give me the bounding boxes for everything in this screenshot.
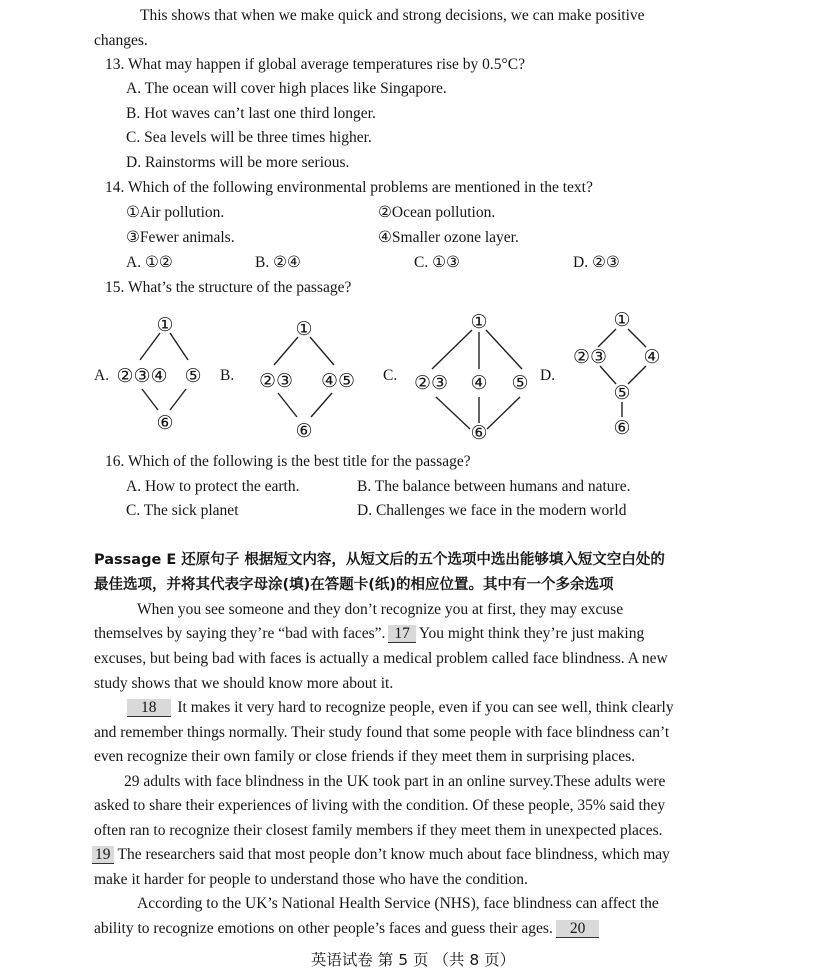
q16-option-c[interactable]: C. The sick planet	[126, 502, 239, 519]
paragraph-3-line-2: asked to share their experiences of living with the condition. Of these people, 35% said they	[94, 797, 666, 814]
diagram-a-node-234: ②③④	[116, 366, 168, 387]
diagram-d-node-4: ④	[643, 347, 661, 368]
paragraph-1-text-b: You might think they’re just making	[418, 625, 645, 642]
paragraph-1-text-a: themselves by saying they’re “bad with faces”.	[94, 625, 386, 642]
q16-option-a[interactable]: A. How to protect the earth.	[126, 478, 300, 495]
q16-option-d[interactable]: D. Challenges we face in the modern world	[357, 502, 627, 519]
paragraph-3-text-b: The researchers said that most people don’t know much about face blindness, which may	[117, 846, 670, 863]
q14-option-b[interactable]: B. ②④	[255, 254, 301, 271]
diagram-a-node-1: ①	[156, 315, 174, 336]
diagram-c-node-6: ⑥	[470, 423, 488, 444]
q13-option-b[interactable]: B. Hot waves can’t last one third longer.	[126, 105, 376, 122]
diagram-d-node-1: ①	[613, 310, 631, 331]
q15-option-d[interactable]: D.	[540, 367, 556, 384]
diagram-b-node-6: ⑥	[295, 421, 313, 442]
diagram-c-node-23: ②③	[413, 373, 449, 394]
q15-option-a[interactable]: A.	[94, 367, 110, 384]
paragraph-4-line-1: According to the UK’s National Health Service (NHS), face blindness can affect the	[137, 895, 659, 912]
paragraph-1-line-3: excuses, but being bad with faces is actually a medical problem called face blindness. A new	[94, 650, 668, 667]
diagram-d-node-23: ②③	[572, 347, 608, 368]
paragraph-1-line-1: When you see someone and they don’t recognize you at first, they may excuse	[137, 601, 624, 618]
paragraph-3-line-4	[92, 845, 670, 865]
question-16-stem: 16. Which of the following is the best title for the passage?	[105, 453, 471, 470]
diagram-b-node-23: ②③	[258, 371, 294, 392]
paragraph-1-line-2	[94, 624, 644, 644]
paragraph-3-line-5: make it harder for people to understand those who have the condition.	[94, 871, 528, 888]
q14-item-3: ③Fewer animals.	[126, 229, 235, 246]
q15-option-b[interactable]: B.	[220, 367, 235, 384]
paragraph-3-line-3: often ran to recognize their closest family members if they meet them in unexpected places.	[94, 822, 663, 839]
q13-option-c[interactable]: C. Sea levels will be three times higher.	[126, 129, 372, 146]
paragraph-4-line-2	[94, 919, 602, 939]
paragraph-2-line-2: and remember things normally. Their study found that some people with face blindness can’t	[94, 724, 670, 741]
blank-18[interactable]: 18	[127, 699, 171, 717]
passage-e-heading-1: Passage E 还原句子 根据短文内容，从短文后的五个选项中选出能够填入短文空白处的	[94, 552, 665, 568]
paragraph-2-line-1	[124, 698, 674, 718]
question-14-stem: 14. Which of the following environmental problems are mentioned in the text?	[105, 179, 593, 196]
passage-e-heading-2: 最佳选项，并将其代表字母涂(填)在答题卡(纸)的相应位置。其中有一个多余选项	[94, 577, 614, 593]
blank-17[interactable]: 17	[388, 625, 416, 643]
diagram-c-node-5: ⑤	[511, 373, 529, 394]
diagram-c-node-1: ①	[470, 312, 488, 333]
diagram-d-node-5: ⑤	[613, 383, 631, 404]
intro-line-2: changes.	[94, 32, 148, 49]
q14-item-4: ④Smaller ozone layer.	[378, 229, 519, 246]
blank-19[interactable]: 19	[92, 846, 114, 864]
diagram-b-node-45: ④⑤	[320, 371, 356, 392]
paragraph-3-line-1: 29 adults with face blindness in the UK took part in an online survey.These adults were	[124, 773, 666, 790]
question-15-stem: 15. What’s the structure of the passage?	[105, 279, 352, 296]
intro-line-1: This shows that when we make quick and strong decisions, we can make positive	[140, 7, 645, 24]
q14-option-a[interactable]: A. ①②	[126, 254, 173, 271]
blank-20[interactable]: 20	[556, 920, 600, 938]
q14-item-2: ②Ocean pollution.	[378, 204, 496, 221]
q16-option-b[interactable]: B. The balance between humans and nature.	[357, 478, 631, 495]
diagram-b-node-1: ①	[295, 319, 313, 340]
q13-option-a[interactable]: A. The ocean will cover high places like Singapore.	[126, 80, 447, 97]
diagram-c-node-4: ④	[470, 373, 488, 394]
paragraph-2-line-3: even recognize their own family or close friends if they meet them in surprising places.	[94, 748, 636, 765]
q14-option-d[interactable]: D. ②③	[573, 254, 620, 271]
page-footer: 英语试卷 第 5 页 （共 8 页）	[310, 951, 516, 969]
paragraph-4-text-a: ability to recognize emotions on other people’s faces and guess their ages.	[94, 920, 553, 937]
q14-option-c[interactable]: C. ①③	[414, 254, 460, 271]
question-13-stem: 13. What may happen if global average temperatures rise by 0.5°C?	[105, 56, 525, 73]
diagram-a-node-5: ⑤	[184, 366, 202, 387]
structure-diagrams	[90, 305, 790, 445]
paragraph-1-line-4: study shows that we should know more about it.	[94, 675, 394, 692]
diagram-a-node-6: ⑥	[156, 413, 174, 434]
q15-option-c[interactable]: C.	[383, 367, 398, 384]
paragraph-2-text-a: It makes it very hard to recognize people, even if you can see well, think clearly	[177, 699, 674, 716]
diagram-d-node-6: ⑥	[613, 418, 631, 439]
q14-item-1: ①Air pollution.	[126, 204, 225, 221]
q13-option-d[interactable]: D. Rainstorms will be more serious.	[126, 154, 350, 171]
